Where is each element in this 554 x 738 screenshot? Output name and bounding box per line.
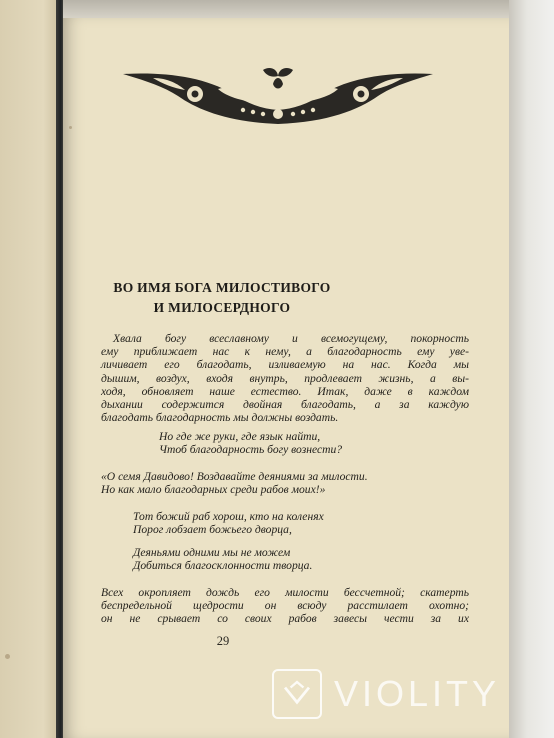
text-line: ему приближает нас к нему, а благодарность ему уве- [101,345,469,359]
paper-spot [5,654,10,659]
verse-line: Порог лобзает божьего дворца, [133,523,292,537]
text-line: Всех окропляет дождь его милости бессчетной; скатерть [101,586,469,599]
chapter-heading [63,278,381,318]
verse-1 [159,430,459,456]
verse-line: Добиться благосклонности творца. [133,559,313,573]
verse-2 [133,510,453,536]
paper-spot [69,126,72,129]
left-page-edge [0,0,62,738]
verse-line: Деяньями одними мы не можем [133,546,291,559]
text-line: он не срывает со своих рабов завесы чести за их [101,612,469,626]
paragraph-1 [101,332,469,424]
page-number: 29 [216,634,230,648]
heading-line-1: ВО ИМЯ БОГА МИЛОСТИВОГО [113,280,331,295]
text-line: благодать благодарность мы должны воздать. [101,411,339,425]
verse-line: Тот божий раб хорош, кто на коленях [133,510,324,523]
ornament-headpiece [123,64,433,124]
text-line: дыхании содержится двойная благодать, а за каждую [101,398,469,412]
paragraph-2 [101,586,469,626]
quote-paragraph [101,470,469,496]
text-line: личивает его благодать, изливаемую на нас. Когда мы [101,358,469,372]
watermark-text: VIOLITY [334,673,501,714]
verse-3 [133,546,453,572]
quote-line: Но как мало благодарных среди рабов моих!» [101,483,326,497]
watermark-logo-icon [272,669,322,719]
page-top-edge [63,0,509,18]
page-edges-right [509,0,554,738]
watermark [272,667,542,721]
heading-line-2: И МИЛОСЕРДНОГО [153,300,291,315]
text-line: беспредельной щедрости он всюду расстилает охотно; [101,599,469,613]
quote-line: «О семя Давидово! Воздавайте деяниями за милости. [101,470,368,483]
verse-line: Чтоб благодарность богу вознести? [159,443,343,457]
text-line: дышим, воздух, входя внутрь, продлевает жизнь, а вы- [101,371,469,385]
text-line: ходя, обновляет наше естество. Итак, даже в каждом [101,384,469,398]
verse-line: Но где же руки, где язык найти, [159,430,321,443]
book-page [63,18,509,738]
text-line: Хвала богу всеславному и всемогущему, покорность [113,332,469,345]
